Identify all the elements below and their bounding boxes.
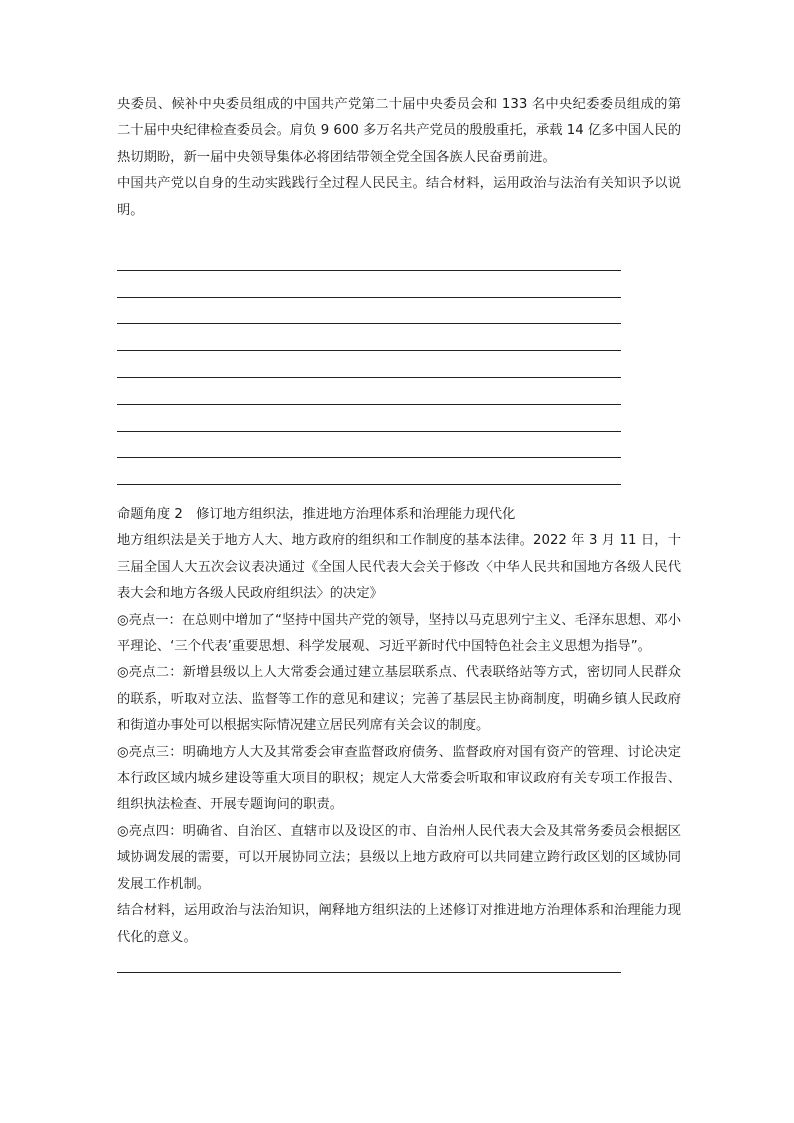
answer-area[interactable] — [117, 244, 621, 485]
answer-line[interactable] — [117, 244, 621, 271]
answer-line[interactable] — [117, 298, 621, 325]
answer-line[interactable] — [117, 324, 621, 351]
highlight-4: ◎亮点四：明确省、自治区、直辖市以及设区的市、自治州人民代表大会及其常务委员会根据区域协调发展的需要，可以开展协同立法；县级以上地方政府可以共同建立跨行政区划的区域协同发展工作机制。 — [117, 823, 681, 892]
highlight-3: ◎亮点三：明确地方人大及其常委会审查监督政府债务、监督政府对国有资产的管理、讨论决定本行政区域内城乡建设等重大项目的职权；规定人大常委会听取和审议政府有关专项工作报告、组织执法检查、开展专题询问的职责。 — [117, 744, 681, 813]
intro-paragraph: 地方组织法是关于地方人大、地方政府的组织和工作制度的基本法律。2022 年 3 月 11 日，十三届全国人大五次会议表决通过《全国人民代表大会关于修改〈中华人民共和国地方各级人民代表大会和地方各级人民政府组织法〉的决定》 — [117, 533, 681, 602]
highlight-2: ◎亮点二：新增县级以上人大常委会通过建立基层联系点、代表联络站等方式，密切同人民群众的联系，听取对立法、监督等工作的意见和建议；完善了基层民主协商制度，明确乡镇人民政府和街道办事处可以根据实际情况建立居民列席有关会议的制度。 — [117, 665, 681, 734]
answer-line[interactable] — [117, 271, 621, 298]
answer-line[interactable] — [117, 458, 621, 485]
material-paragraph: 央委员、候补中央委员组成的中国共产党第二十届中央委员会和 133 名中央纪委委员组成的第二十届中央纪律检查委员会。肩负 9 600 多万名共产党员的殷殷重托，承载 14 亿多中国人民的热切期盼，新一届中央领导集体必将团结带领全党全国各族人民奋勇前进。 — [117, 97, 681, 165]
answer-line[interactable] — [117, 351, 621, 378]
question-text: 中国共产党以自身的生动实践践行全过程人民民主。结合材料，运用政治与法治有关知识予以说明。 — [117, 176, 681, 218]
question-text: 结合材料，运用政治与法治知识，阐释地方组织法的上述修订对推进地方治理体系和治理能力现代化的意义。 — [117, 903, 681, 945]
answer-line[interactable] — [117, 405, 621, 432]
answer-line[interactable] — [117, 971, 621, 973]
highlight-1: ◎亮点一：在总则中增加了“坚持中国共产党的领导，坚持以马克思列宁主义、毛泽东思想、邓小平理论、‘三个代表’重要思想、科学发展观、习近平新时代中国特色社会主义思想为指导”。 — [117, 612, 681, 655]
answer-line[interactable] — [117, 378, 621, 405]
section-2 — [117, 502, 681, 973]
section-heading: 命题角度 2 修订地方组织法，推进地方治理体系和治理能力现代化 — [117, 507, 516, 522]
answer-line[interactable] — [117, 432, 621, 459]
section-1 — [117, 92, 681, 485]
